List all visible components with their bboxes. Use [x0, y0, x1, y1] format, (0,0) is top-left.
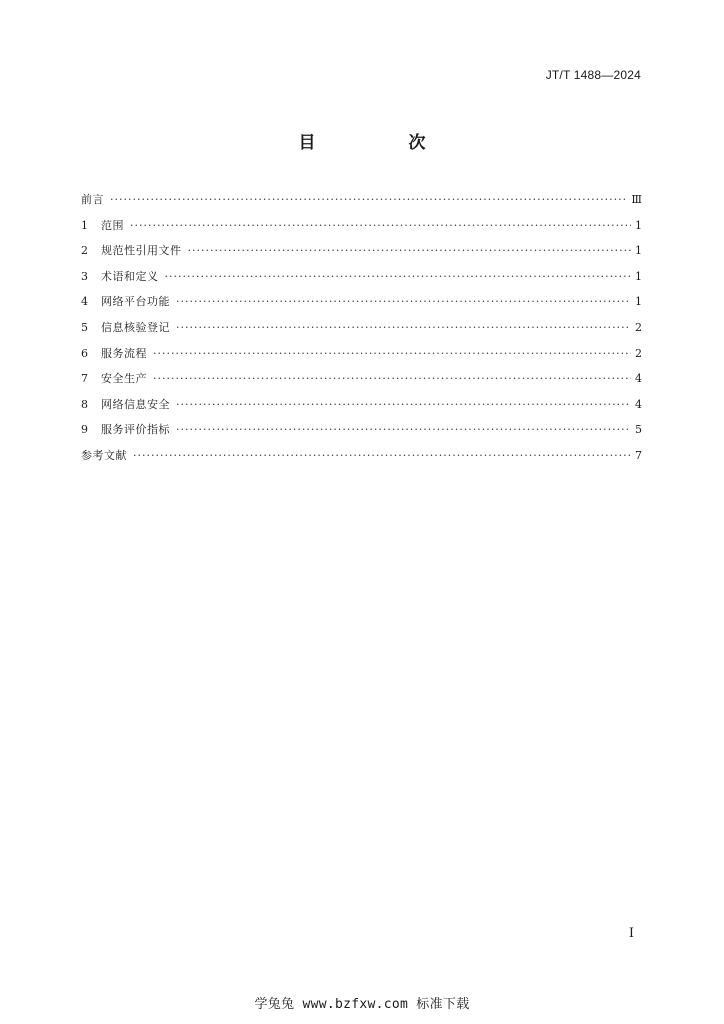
toc-entry-number: 9: [81, 423, 88, 437]
page-title: 目 次: [298, 133, 464, 153]
toc-entry-4[interactable]: [81, 289, 642, 315]
toc-leader-dots: [153, 366, 631, 392]
toc-entry-foreword[interactable]: [81, 187, 642, 213]
toc-entry-7[interactable]: [81, 366, 642, 392]
footer-watermark: 学兔兔 www.bzfxw.com 标准下载: [254, 997, 470, 1012]
toc-leader-dots: [110, 187, 627, 213]
toc-entry-page: 1: [635, 244, 642, 258]
toc-entry-page: 2: [635, 346, 642, 360]
toc-entry-3[interactable]: [81, 264, 642, 290]
toc-leader-dots: [176, 392, 631, 418]
toc-entry-number: 8: [81, 397, 88, 411]
toc-entry-1[interactable]: [81, 213, 642, 239]
toc-leader-dots: [153, 341, 631, 367]
toc-leader-dots: [165, 264, 632, 290]
table-of-contents: [81, 187, 642, 469]
toc-entry-2[interactable]: [81, 238, 642, 264]
toc-entry-number: 7: [81, 372, 88, 386]
toc-entry-label: 参考文献: [81, 448, 127, 462]
toc-entry-5[interactable]: [81, 315, 642, 341]
toc-entry-label: 信息核验登记: [101, 320, 170, 334]
toc-entry-label: 前言: [81, 193, 104, 206]
toc-entry-9[interactable]: [81, 417, 642, 443]
toc-leader-dots: [176, 315, 631, 341]
toc-entry-label: 安全生产: [101, 372, 147, 386]
toc-entry-page: 5: [635, 423, 642, 437]
toc-entry-page: 4: [635, 397, 642, 411]
toc-entry-number: 5: [81, 320, 88, 334]
toc-entry-label: 范围: [101, 218, 124, 232]
toc-entry-page: Ⅲ: [631, 193, 642, 206]
toc-entry-label: 网络平台功能: [101, 295, 170, 309]
page-number: I: [628, 926, 634, 941]
toc-entry-page: 4: [635, 372, 642, 386]
toc-entry-page: 1: [635, 218, 642, 232]
toc-entry-page: 1: [635, 295, 642, 309]
toc-entry-page: 7: [635, 448, 642, 462]
standard-code: JT/T 1488—2024: [545, 68, 641, 82]
toc-entry-page: 1: [635, 269, 642, 283]
toc-entry-number: 2: [81, 244, 88, 258]
toc-entry-number: 1: [81, 218, 88, 232]
toc-entry-number: 3: [81, 269, 88, 283]
toc-leader-dots: [130, 213, 631, 239]
toc-leader-dots: [176, 417, 631, 443]
toc-entry-6[interactable]: [81, 341, 642, 367]
toc-leader-dots: [188, 238, 632, 264]
toc-entry-label: 网络信息安全: [101, 397, 170, 411]
toc-leader-dots: [176, 289, 631, 315]
toc-entry-number: 4: [81, 295, 88, 309]
toc-leader-dots: [133, 443, 631, 469]
toc-entry-number: 6: [81, 346, 88, 360]
toc-entry-label: 服务流程: [101, 346, 147, 360]
toc-entry-label: 术语和定义: [101, 269, 159, 283]
toc-entry-bibliography[interactable]: [81, 443, 642, 469]
toc-entry-8[interactable]: [81, 392, 642, 418]
toc-entry-page: 2: [635, 320, 642, 334]
toc-entry-label: 规范性引用文件: [101, 244, 182, 258]
toc-entry-label: 服务评价指标: [101, 423, 170, 437]
